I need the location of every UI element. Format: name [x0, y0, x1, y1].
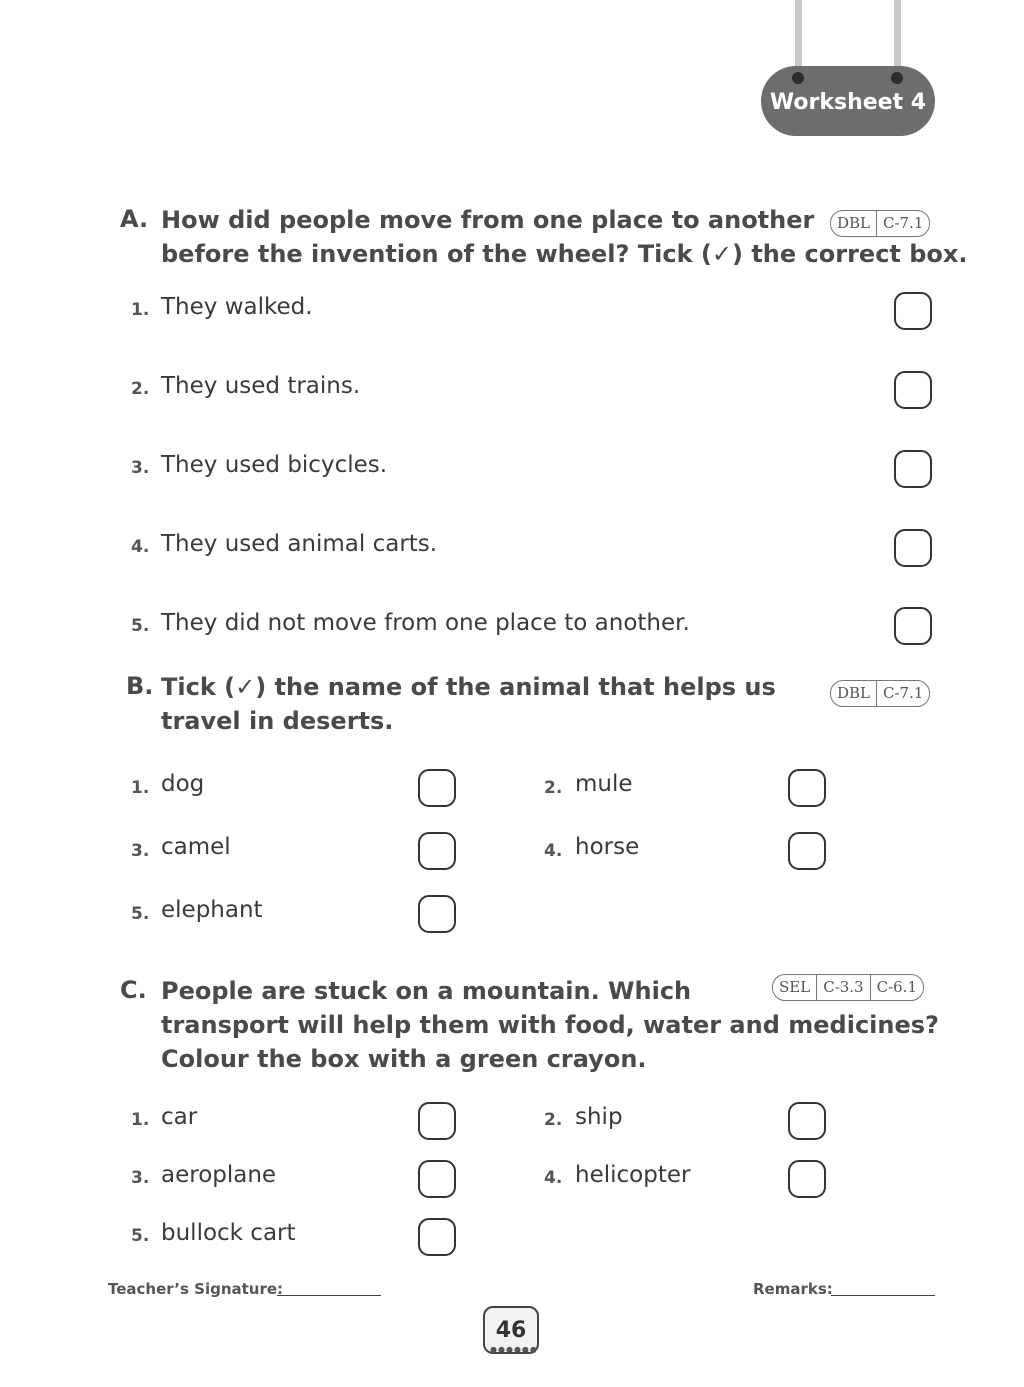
item-number: 4. — [544, 841, 563, 861]
tag-hole-right — [891, 72, 903, 84]
tick-box-a5[interactable] — [894, 607, 932, 645]
item-number: 5. — [131, 904, 150, 924]
option-label: aeroplane — [161, 1162, 277, 1188]
colour-box-c5[interactable] — [418, 1218, 456, 1256]
badge-tag: DBL — [837, 684, 871, 702]
section-b-question-line2: travel in deserts. — [161, 707, 394, 735]
teacher-signature-label: Teacher’s Signature: — [108, 1280, 284, 1298]
section-b-question-line1: Tick (✓) the name of the animal that helps us — [161, 673, 776, 701]
option-label: horse — [575, 834, 640, 860]
option-label: camel — [161, 834, 231, 860]
colour-box-c2[interactable] — [788, 1102, 826, 1140]
option-label: helicopter — [575, 1162, 691, 1188]
worksheet-tag: Worksheet 4 — [761, 66, 935, 136]
item-number: 2. — [544, 1110, 563, 1130]
item-number: 4. — [131, 537, 150, 557]
section-c-letter: C. — [120, 976, 147, 1004]
badge-tag: C-7.1 — [876, 211, 929, 236]
tick-box-a1[interactable] — [894, 292, 932, 330]
option-label: bullock cart — [161, 1220, 296, 1246]
badge-tag: C-7.1 — [876, 681, 929, 706]
option-label: ship — [575, 1104, 623, 1130]
teacher-signature-line[interactable] — [277, 1295, 381, 1296]
item-number: 1. — [131, 778, 150, 798]
badge-tag: DBL — [837, 214, 871, 232]
option-label: elephant — [161, 897, 263, 923]
option-label: They used trains. — [161, 373, 361, 399]
tick-box-a4[interactable] — [894, 529, 932, 567]
section-a-question-line1: How did people move from one place to another — [161, 206, 815, 234]
section-a-question-line2: before the invention of the wheel? Tick (✓) the correct box. — [161, 240, 968, 268]
option-label: They walked. — [161, 294, 313, 320]
tick-box-a3[interactable] — [894, 450, 932, 488]
remarks-label: Remarks: — [753, 1280, 833, 1298]
colour-box-c1[interactable] — [418, 1102, 456, 1140]
page-number: 46 — [483, 1306, 539, 1354]
item-number: 4. — [544, 1168, 563, 1188]
tick-box-b1[interactable] — [418, 769, 456, 807]
option-label: They did not move from one place to another. — [161, 610, 690, 636]
item-number: 1. — [131, 300, 150, 320]
section-b-badge — [830, 680, 930, 707]
colour-box-c3[interactable] — [418, 1160, 456, 1198]
badge-tag: C-6.1 — [870, 975, 923, 1000]
section-c-badge — [772, 974, 924, 1001]
badge-tag: SEL — [779, 978, 811, 996]
item-number: 5. — [131, 616, 150, 636]
section-a-badge — [830, 210, 930, 237]
item-number: 3. — [131, 458, 150, 478]
section-c-question-line3: Colour the box with a green crayon. — [161, 1045, 647, 1073]
tag-hanger-left — [795, 0, 802, 72]
item-number: 3. — [131, 841, 150, 861]
colour-box-c4[interactable] — [788, 1160, 826, 1198]
option-label: They used animal carts. — [161, 531, 438, 557]
item-number: 1. — [131, 1110, 150, 1130]
section-c-question-line1: People are stuck on a mountain. Which — [161, 977, 692, 1005]
tick-box-b2[interactable] — [788, 769, 826, 807]
section-a-letter: A. — [120, 205, 149, 233]
section-c-question-line2: transport will help them with food, water and medicines? — [161, 1011, 939, 1039]
option-label: They used bicycles. — [161, 452, 388, 478]
option-label: mule — [575, 771, 633, 797]
tick-box-b3[interactable] — [418, 832, 456, 870]
page-number-decoration: ●●●●●● — [490, 1345, 538, 1354]
item-number: 2. — [131, 379, 150, 399]
tag-hole-left — [792, 72, 804, 84]
remarks-line[interactable] — [831, 1295, 935, 1296]
item-number: 5. — [131, 1226, 150, 1246]
item-number: 2. — [544, 778, 563, 798]
item-number: 3. — [131, 1168, 150, 1188]
tick-box-a2[interactable] — [894, 371, 932, 409]
badge-tag: C-3.3 — [816, 975, 869, 1000]
tick-box-b4[interactable] — [788, 832, 826, 870]
tag-hanger-right — [894, 0, 901, 72]
option-label: dog — [161, 771, 205, 797]
option-label: car — [161, 1104, 198, 1130]
section-b-letter: B. — [126, 672, 154, 700]
tick-box-b5[interactable] — [418, 895, 456, 933]
